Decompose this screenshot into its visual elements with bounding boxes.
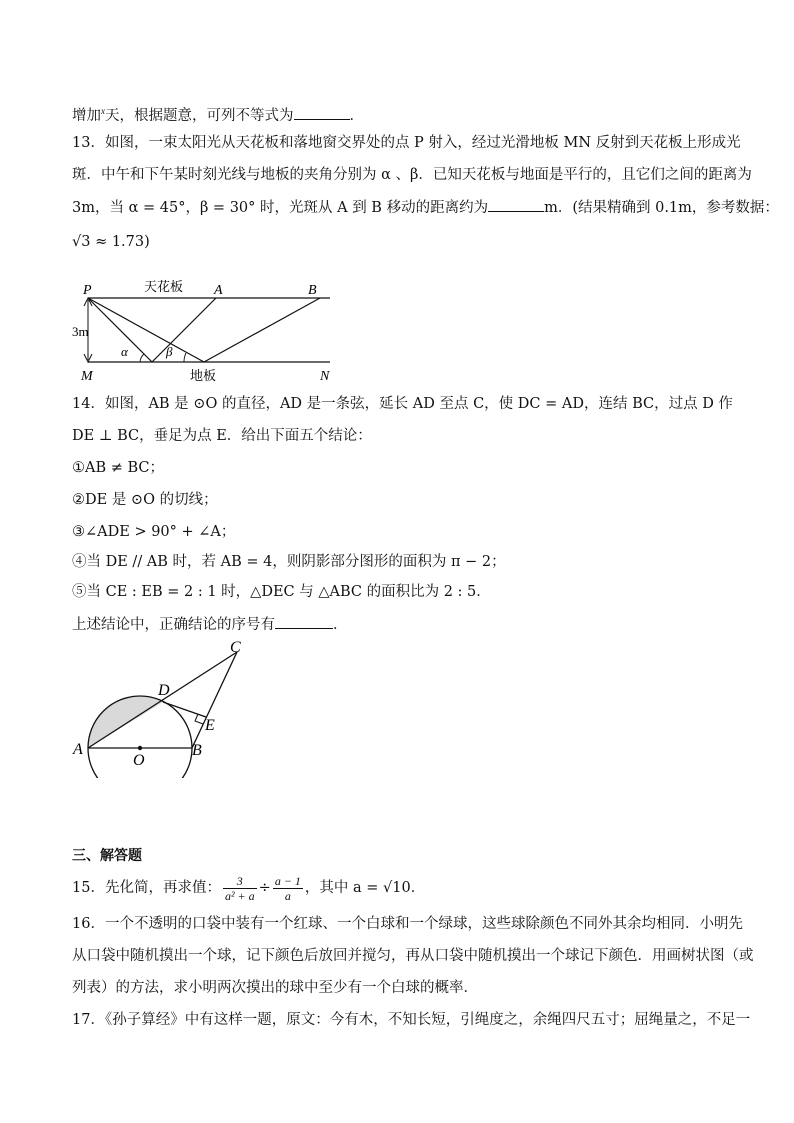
q16-line2: 从口袋中随机摸出一个球，记下颜色后放回并搅匀，再从口袋中随机摸出一个球记下颜色．用画树状图（或 xyxy=(72,948,754,964)
label-D: D xyxy=(158,682,170,699)
label-N: N xyxy=(320,369,330,384)
ray-beta-out xyxy=(204,298,320,362)
label-floor: 地板 xyxy=(190,368,217,383)
circle-geometry-figure xyxy=(70,638,260,778)
section-heading: 三、解答题 xyxy=(72,848,142,864)
q14-conclusion-5: ⑤当 CE : EB = 2 : 1 时，△DEC 与 △ABC 的面积比为 2 : 5． xyxy=(72,584,491,600)
center-point xyxy=(138,746,142,750)
q14-line2: DE ⊥ BC，垂足为点 E．给出下面五个结论： xyxy=(72,428,372,444)
ray-beta-in xyxy=(88,298,204,362)
label-M: M xyxy=(81,369,93,384)
q13-line1: 13．如图，一束太阳光从天花板和落地窗交界处的点 P 射入，经过光滑地板 MN 反射到天花板上形成光 xyxy=(72,135,741,151)
label-B: B xyxy=(308,283,317,298)
q13-line3: 3m，当 α = 45°，β = 30° 时，光斑从 A 到 B 移动的距离约为 m．(结果精确到 0.1m，参考数据： xyxy=(72,197,724,218)
q12-text: 增加$^x$天，根据题意，可列不等式为 ． xyxy=(72,106,364,124)
answer-blank xyxy=(488,197,544,212)
q15-text: 15．先化简，再求值： $\frac{3}{\text{a² + a}}$ ÷ $\frac{a - 1}{a}$ ，其中 a = √10． xyxy=(72,873,426,903)
label-3m: 3m xyxy=(72,324,89,339)
q16-line3: 列表）的方法，求小明两次摸出的球中至少有一个白球的概率． xyxy=(72,980,478,996)
label-ceiling: 天花板 xyxy=(144,279,184,294)
label-C: C xyxy=(230,639,241,656)
ray-alpha-out xyxy=(152,298,216,362)
q13-line4: √3 ≈ 1.73) xyxy=(72,234,150,250)
label-A: A xyxy=(73,741,83,758)
answer-blank xyxy=(275,614,333,629)
label-E: E xyxy=(205,717,215,734)
label-alpha: α xyxy=(121,344,128,359)
q14-conclusion-1: ①AB ≠ BC； xyxy=(72,460,165,476)
q14-conclusion-3: ③∠ADE > 90° + ∠A； xyxy=(72,524,236,540)
fraction-2: $\frac{a - 1}{a}$ xyxy=(274,873,301,903)
label-O: O xyxy=(133,752,145,769)
q14-ask: 上述结论中，正确结论的序号有 ． xyxy=(72,614,724,635)
label-A: A xyxy=(214,283,223,298)
q17-line1: 17．《孙子算经》中有这样一题，原文：今有木，不知长短，引绳度之，余绳四尺五寸；屈绳量之，不足一 xyxy=(72,1012,751,1028)
q14-conclusion-4: ④当 DE // AB 时，若 AB = 4，则阴影部分图形的面积为 π − 2； xyxy=(72,554,506,570)
q14-conclusion-2: ②DE 是 ⊙O 的切线； xyxy=(72,492,218,508)
q16-line1: 16．一个不透明的口袋中装有一个红球、一个白球和一个绿球，这些球除颜色不同外其余均相同．小明先 xyxy=(72,916,743,932)
label-P: P xyxy=(83,283,92,298)
q13-line2: 斑．中午和下午某时刻光线与地板的夹角分别为 α 、β．已知天花板与地面是平行的，且它们之间的距离为 xyxy=(72,167,752,183)
fraction-1: $\frac{3}{\text{a² + a}}$ xyxy=(224,873,255,903)
segment-DE xyxy=(163,702,206,717)
label-beta: β xyxy=(166,344,173,359)
answer-blank xyxy=(294,105,350,120)
ray-alpha-in xyxy=(88,298,152,362)
light-reflection-figure xyxy=(72,276,342,386)
q14-line1: 14．如图，AB 是 ⊙O 的直径，AD 是一条弦，延长 AD 至点 C，使 DC = AD，连结 BC，过点 D 作 xyxy=(72,396,733,412)
label-B: B xyxy=(192,742,202,759)
